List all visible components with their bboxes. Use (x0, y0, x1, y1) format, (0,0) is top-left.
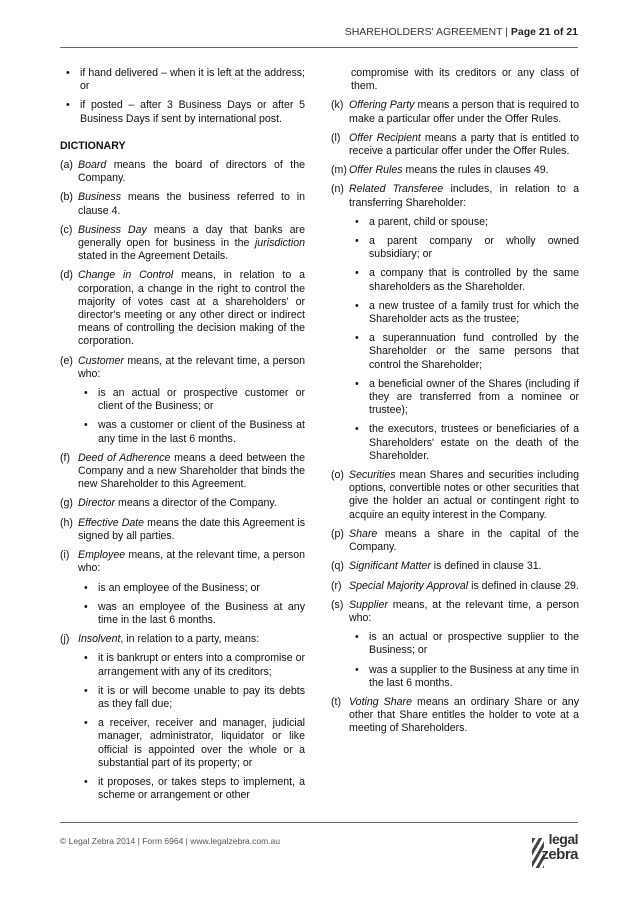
definition-text: stated in the Agreement Details. (78, 250, 229, 263)
definition-supplier (331, 599, 579, 690)
definition-change-in-control (60, 269, 305, 348)
section-heading: DICTIONARY (60, 139, 126, 152)
definition-label: (m) (331, 164, 347, 177)
list-item: • if posted – after 3 Business Days or after 5 Business Days if sent by international post. (60, 99, 305, 125)
zebra-logo (530, 829, 578, 877)
definition-text: , in relation to a party, means: (120, 633, 260, 646)
definition-text: means a deed between the Company and a new Shareholder that binds the new Shareholder to this Agreement. (78, 451, 305, 491)
definition-text: means a director of the Company. (115, 497, 277, 510)
defined-term: Employee (78, 549, 126, 562)
list-item: • a parent, child or spouse; (349, 216, 579, 229)
page-header (60, 26, 578, 38)
footer-text: © Legal Zebra 2014 | Form 6964 | www.legalzebra.com.au (60, 836, 280, 846)
definition-label: (e) (60, 354, 73, 367)
list-item: • it is bankrupt or enters into a compromise or arrangement with any of its creditors; (78, 652, 305, 678)
defined-term: Offer Recipient (349, 131, 421, 144)
definition-text: means the date this Agreement is signed by all parties. (78, 516, 305, 542)
defined-term: Customer (78, 354, 124, 367)
definition-insolvent (60, 633, 305, 802)
definition-label: (i) (60, 549, 70, 562)
list-item: • a new trustee of a family trust for which the Shareholder acts as the trustee; (349, 300, 579, 326)
definition-label: (n) (331, 183, 344, 196)
definition-label: (g) (60, 497, 73, 510)
definition-text: means the board of directors of the Company. (78, 159, 305, 185)
definition-voting-share (331, 696, 579, 736)
definition-text: means the rules in clauses 49. (402, 164, 549, 177)
definition-text: means, at the relevant time, a person who: (78, 354, 305, 380)
header-title: SHAREHOLDERS' AGREEMENT | (344, 26, 508, 38)
definition-label: (r) (331, 579, 342, 592)
defined-term: Change in Control (78, 269, 174, 282)
definition-label: (c) (60, 223, 73, 236)
defined-term: Related Transferee (349, 183, 444, 196)
list-item: • if hand delivered – when it is left at the address; or (60, 67, 305, 93)
list-item: • a parent company or wholly owned subsidiary; or (349, 235, 579, 261)
list-item: • a company that is controlled by the same shareholders as the Shareholder. (349, 267, 579, 293)
definition-special-majority-approval (331, 580, 579, 593)
definition-share (331, 528, 579, 554)
defined-term: Board (78, 159, 107, 172)
list-item: • is an actual or prospective customer or client of the Business; or (78, 387, 305, 413)
definition-text: is defined in clause 29. (468, 579, 579, 592)
definition-label: (p) (331, 527, 344, 540)
defined-term: Voting Share (349, 695, 412, 708)
defined-term: Director (78, 497, 116, 510)
definition-text: is defined in clause 31. (430, 560, 542, 573)
defined-term: Business Day (78, 223, 147, 236)
list-item: • was a customer or client of the Business at any time in the last 6 months. (78, 419, 305, 445)
defined-term: Effective Date (78, 516, 145, 529)
list-item: • a superannuation fund controlled by the Shareholder or the same persons that control the Shareholder; (349, 332, 579, 372)
definition-text: means a person that is required to make a particular offer under the Offer Rules. (349, 99, 579, 125)
list-item: • a receiver, receiver and manager, judicial manager, administrator, liquidator or like official is appointed over the whole or a substantial part of its property; or (78, 717, 305, 770)
definition-text: means, in relation to a corporation, a change in the right to control the majority of votes cast at a shareholders' or director's meeting or any other direct or indirect means of controlling the decision making of the corporation. (78, 269, 305, 348)
defined-term: Supplier (349, 598, 388, 611)
defined-term: Insolvent (78, 633, 121, 646)
list-item: • was a supplier to the Business at any time in the last 6 months. (349, 664, 579, 690)
logo-text-zebra: zebra (541, 846, 578, 863)
defined-term: Significant Matter (349, 560, 431, 573)
definition-label: (d) (60, 269, 73, 282)
right-column (331, 67, 579, 742)
definition-label: (h) (60, 516, 73, 529)
definition-offer-recipient (331, 132, 579, 158)
definition-employee (60, 549, 305, 627)
defined-term: Offering Party (349, 99, 415, 112)
list-item: • the executors, trustees or beneficiaries of a Shareholders' estate on the death of the Shareholder. (349, 423, 579, 463)
definition-label: (l) (331, 131, 341, 144)
defined-term: jurisdiction (254, 237, 305, 250)
definition-label: (j) (60, 633, 70, 646)
list-item: • a beneficial owner of the Shares (including if they are transferred from a nominee or trustee); (349, 378, 579, 418)
definition-label: (k) (331, 99, 344, 112)
list-item: • it is or will become unable to pay its debts as they fall due; (78, 685, 305, 711)
definition-text: means, at the relevant time, a person who: (78, 549, 305, 575)
definition-label: (a) (60, 159, 73, 172)
definition-label: (f) (60, 451, 70, 464)
definition-director (60, 497, 305, 510)
continued-text: compromise with its creditors or any class of them. (351, 67, 579, 93)
logo-text-legal: legal (548, 831, 578, 847)
defined-term: Deed of Adherence (78, 451, 171, 464)
definition-deed-of-adherence (60, 452, 305, 492)
definition-text: includes, in relation to a transferring Shareholder: (349, 183, 580, 209)
definition-customer (60, 355, 305, 446)
definition-text: means an ordinary Share or any other that Share entitles the holder to vote at a meeting of Shareholders. (349, 695, 579, 735)
definition-text: means a day that banks are generally open for business in the (78, 223, 305, 250)
definition-label: (s) (331, 598, 344, 611)
definition-related-transferee (331, 183, 579, 463)
page-number: Page 21 of 21 (510, 26, 578, 38)
defined-term: Securities (349, 469, 396, 482)
definition-label: (b) (60, 191, 73, 204)
definition-business (60, 191, 305, 217)
defined-term: Offer Rules (349, 164, 403, 177)
definition-business-day (60, 224, 305, 264)
definition-securities (331, 469, 579, 522)
definition-text: means a share in the capital of the Company. (349, 527, 579, 554)
definition-label: (q) (331, 560, 344, 573)
definition-text: means a party that is entitled to receive a particular offer under the Offer Rules. (349, 131, 579, 158)
list-item: • was an employee of the Business at any time in the last 6 months. (78, 601, 305, 627)
list-item: • is an employee of the Business; or (78, 582, 305, 595)
left-column (60, 67, 305, 808)
definition-text: mean Shares and securities including options, convertible notes or other securities that give the holder an actual or contingent right to acquire an equity interest in the Company. (349, 469, 579, 521)
definition-label: (t) (331, 695, 341, 708)
defined-term: Business (78, 191, 121, 204)
list-item: • is an actual or prospective supplier to the Business; or (349, 631, 579, 657)
definition-offer-rules (331, 164, 579, 177)
definition-text: means the business referred to in clause 4. (78, 191, 305, 217)
definition-offering-party (331, 99, 579, 125)
definition-significant-matter (331, 560, 579, 573)
definition-label: (o) (331, 469, 344, 482)
defined-term: Special Majority Approval (349, 579, 469, 592)
defined-term: Share (349, 527, 378, 540)
list-item: • it proposes, or takes steps to implement, a scheme or arrangement or other (78, 776, 305, 802)
definition-effective-date (60, 517, 305, 543)
footer-rule (60, 822, 578, 823)
definition-board (60, 159, 305, 185)
definition-text: means, at the relevant time, a person who: (349, 598, 579, 624)
header-rule (60, 47, 578, 48)
